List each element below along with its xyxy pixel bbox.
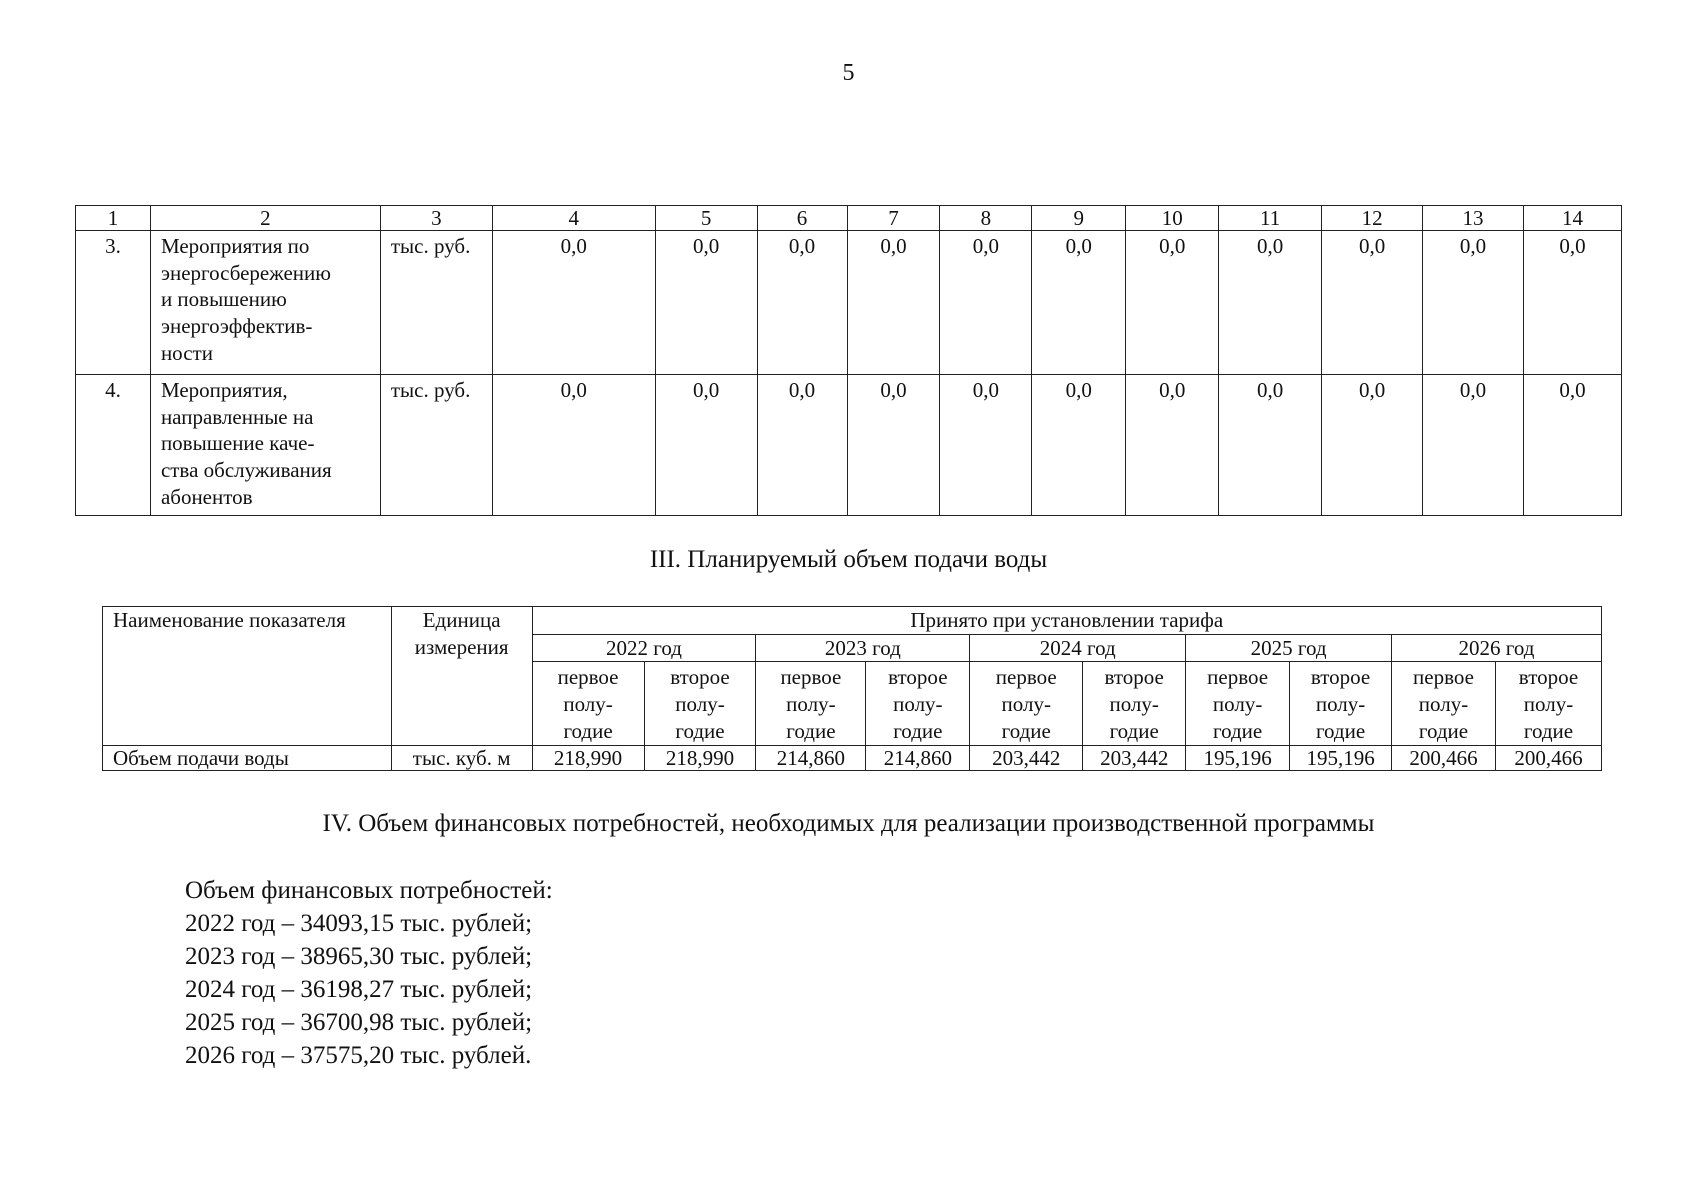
cell-value: 200,466 (1392, 746, 1496, 771)
cell-value: 0,0 (1032, 375, 1126, 516)
cell-value: 0,0 (1032, 231, 1126, 375)
header-first-half: первое полу- годие (756, 662, 866, 746)
financial-needs-line: 2025 год – 36700,98 тыс. рублей; (185, 1009, 533, 1036)
header-first-half: первое полу- годие (1392, 662, 1496, 746)
header-year: 2026 год (1392, 634, 1602, 662)
column-number: 10 (1126, 206, 1219, 231)
column-number: 14 (1523, 206, 1621, 231)
row-number: 4. (76, 375, 151, 516)
column-number: 5 (655, 206, 757, 231)
cell-value: 195,196 (1186, 746, 1290, 771)
header-first-half: первое полу- годие (532, 662, 644, 746)
column-number: 3 (380, 206, 492, 231)
row-name: Мероприятия по энергосбережению и повышению энергоэффектив- ности (150, 231, 380, 375)
header-second-half: второе полу- годие (1083, 662, 1186, 746)
cell-value: 0,0 (1523, 375, 1621, 516)
cell-value: 0,0 (1219, 231, 1322, 375)
row-number: 3. (76, 231, 151, 375)
header-second-half: второе полу- годие (644, 662, 756, 746)
cell-value: 200,466 (1495, 746, 1601, 771)
cell-value: 0,0 (757, 375, 847, 516)
section-4-title: IV. Объем финансовых потребностей, необходимых для реализации производственной программы (322, 810, 1375, 837)
financial-needs-intro: Объем финансовых потребностей: (185, 877, 553, 904)
financial-needs-line: 2023 год – 38965,30 тыс. рублей; (185, 943, 533, 970)
column-number: 13 (1423, 206, 1524, 231)
cell-value: 0,0 (940, 231, 1032, 375)
financial-needs-list (185, 874, 553, 1072)
row-name: Объем подачи воды (103, 746, 392, 771)
cell-value: 214,860 (756, 746, 866, 771)
water-supply-table (102, 606, 1602, 771)
column-number: 7 (847, 206, 940, 231)
page-number: 5 (842, 60, 855, 86)
table-header-row (103, 607, 1602, 635)
header-year: 2024 год (970, 634, 1186, 662)
table-row (103, 746, 1602, 771)
cell-value: 0,0 (1523, 231, 1621, 375)
column-number: 4 (492, 206, 655, 231)
cell-value: 218,990 (532, 746, 644, 771)
row-unit: тыс. куб. м (391, 746, 532, 771)
cell-value: 0,0 (1126, 375, 1219, 516)
cell-value: 0,0 (757, 231, 847, 375)
table-row (76, 231, 1622, 375)
cell-value: 0,0 (940, 375, 1032, 516)
cell-value: 0,0 (492, 375, 655, 516)
cell-value: 0,0 (1423, 375, 1524, 516)
header-year: 2022 год (532, 634, 756, 662)
cell-value: 0,0 (655, 231, 757, 375)
cell-value: 195,196 (1290, 746, 1392, 771)
cell-value: 0,0 (492, 231, 655, 375)
table-row (76, 375, 1622, 516)
header-first-half: первое полу- годие (1186, 662, 1290, 746)
row-name: Мероприятия, направленные на повышение каче- ства обслуживания абонентов (150, 375, 380, 516)
cell-value: 203,442 (1083, 746, 1186, 771)
cell-value: 0,0 (1219, 375, 1322, 516)
column-number: 6 (757, 206, 847, 231)
header-second-half: второе полу- годие (1290, 662, 1392, 746)
column-number: 1 (76, 206, 151, 231)
header-first-half: первое полу- годие (970, 662, 1083, 746)
financial-needs-line: 2024 год – 36198,27 тыс. рублей; (185, 976, 533, 1003)
header-second-half: второе полу- годие (1495, 662, 1601, 746)
column-number: 8 (940, 206, 1032, 231)
activities-table (75, 205, 1622, 516)
column-number: 11 (1219, 206, 1322, 231)
cell-value: 0,0 (655, 375, 757, 516)
cell-value: 0,0 (1126, 231, 1219, 375)
header-year: 2023 год (756, 634, 970, 662)
financial-needs-line: 2026 год – 37575,20 тыс. рублей. (185, 1042, 532, 1069)
cell-value: 0,0 (847, 375, 940, 516)
cell-value: 0,0 (1423, 231, 1524, 375)
cell-value: 214,860 (866, 746, 970, 771)
section-3-title: III. Планируемый объем подачи воды (649, 546, 1048, 573)
header-second-half: второе полу- годие (866, 662, 970, 746)
header-tariff-group: Принято при установлении тарифа (532, 607, 1601, 635)
column-number: 2 (150, 206, 380, 231)
column-number: 12 (1322, 206, 1423, 231)
cell-value: 0,0 (1322, 231, 1423, 375)
column-number: 9 (1032, 206, 1126, 231)
row-unit: тыс. руб. (380, 231, 492, 375)
header-indicator-name: Наименование показателя (103, 607, 392, 746)
cell-value: 0,0 (847, 231, 940, 375)
header-unit: Единица измерения (391, 607, 532, 746)
table-header-row (76, 206, 1622, 231)
row-unit: тыс. руб. (380, 375, 492, 516)
financial-needs-line: 2022 год – 34093,15 тыс. рублей; (185, 910, 533, 937)
cell-value: 218,990 (644, 746, 756, 771)
cell-value: 0,0 (1322, 375, 1423, 516)
cell-value: 203,442 (970, 746, 1083, 771)
header-year: 2025 год (1186, 634, 1392, 662)
